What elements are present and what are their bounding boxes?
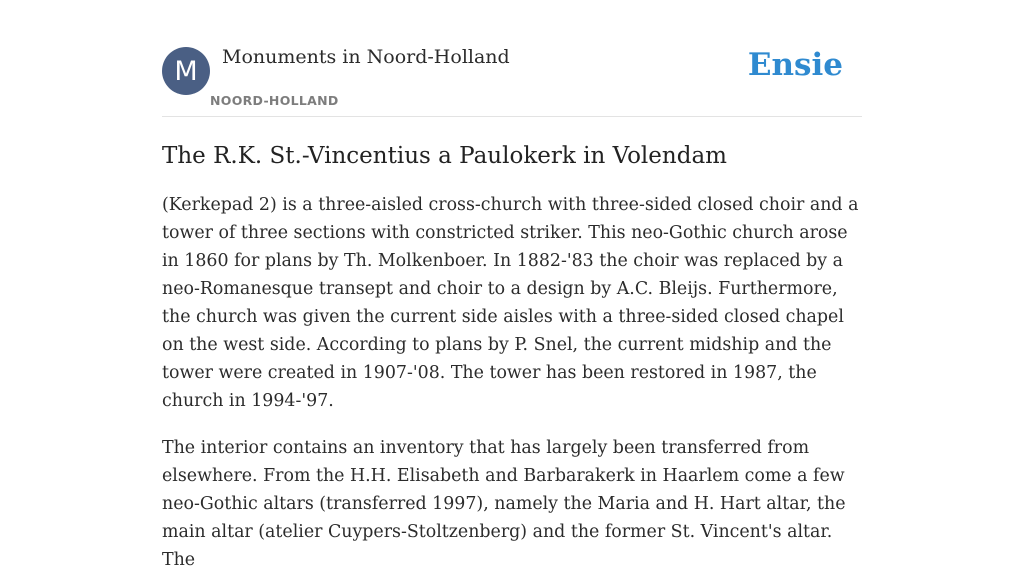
header <box>162 0 862 117</box>
article-paragraph-2: The interior contains an inventory that has largely been transferred from elsewhere. From the H.H. Elisabeth and Barbarakerk in Haarlem come a few neo-Gothic altars (transferred 1997), namely the Maria and H. Hart altar, the main altar (atelier Cuypers-Stoltzenberg) and the former St. Vincent's altar. The <box>162 438 846 570</box>
avatar: M <box>162 47 210 95</box>
content-column <box>162 0 862 574</box>
category-link[interactable]: NOORD-HOLLAND <box>210 93 339 108</box>
book-title-link[interactable]: Monuments in Noord-Holland <box>222 46 510 68</box>
ensie-logo[interactable]: Ensie <box>747 47 843 83</box>
article-paragraph-1: (Kerkepad 2) is a three-aisled cross-church with three-sided closed choir and a tower of three sections with constricted striker. This neo-Gothic church arose in 1860 for plans by Th. Molkenboer. In 1882-'83 the choir was replaced by a neo-Romanesque transept and choir to a design by A.C. Bleijs. Furthermore, the church was given the current side aisles with a three-sided closed chapel on the west side. According to plans by P. Snel, the current midship and the tower were created in 1907-'08. The tower has been restored in 1987, the church in 1994-'97. <box>162 195 859 411</box>
article-title: The R.K. St.-Vincentius a Paulokerk in Volendam <box>162 143 727 169</box>
